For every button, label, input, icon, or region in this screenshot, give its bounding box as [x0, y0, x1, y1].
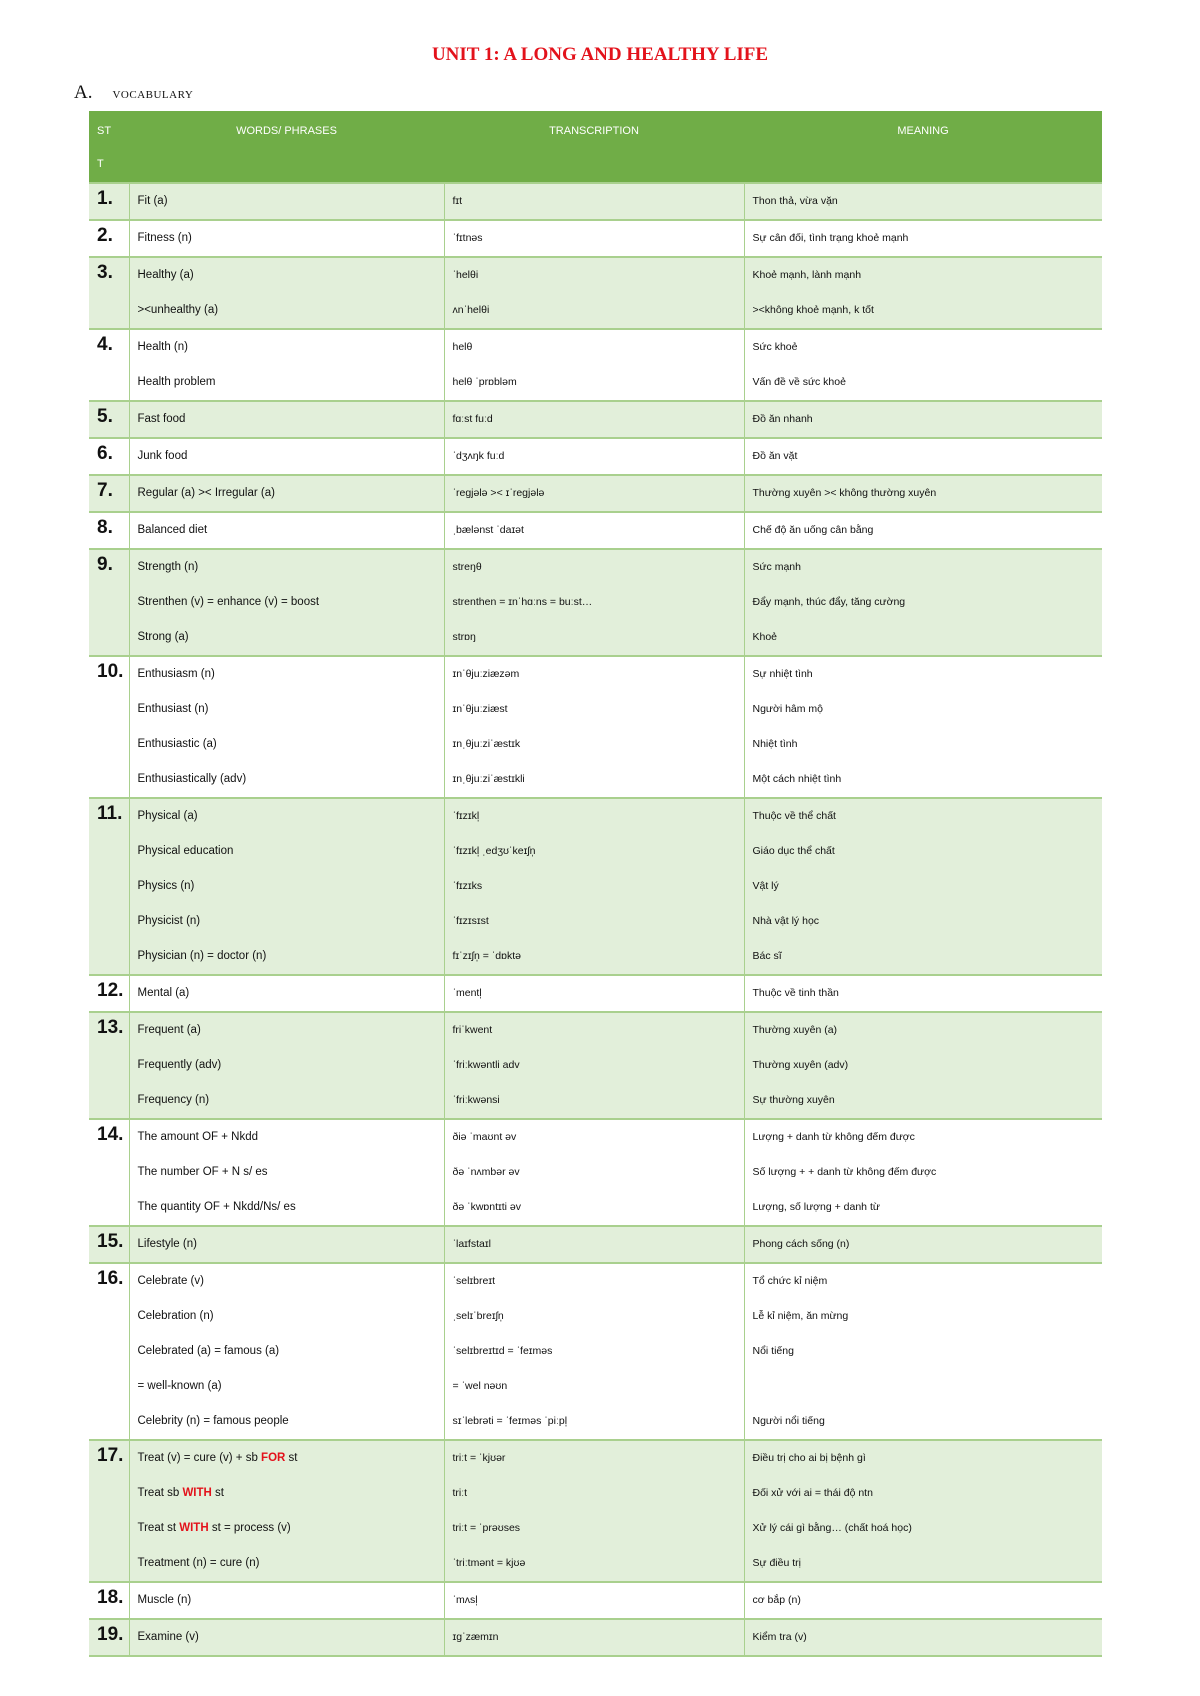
word-phrase: Enthusiastically (adv)	[137, 773, 247, 785]
meaning-text: Kiểm tra (v)	[752, 1631, 807, 1643]
row-number: 5.	[89, 401, 129, 438]
row-number: 3.	[89, 257, 129, 329]
meaning-text: ><không khoẻ mạnh, k tốt	[752, 304, 874, 316]
table-row	[89, 329, 1102, 401]
transcription-cell	[444, 1619, 744, 1656]
row-number: 19.	[89, 1619, 129, 1656]
word-phrase	[130, 1511, 444, 1546]
word-text-segment: st	[211, 1487, 224, 1499]
transcription-text: triːt	[452, 1487, 468, 1499]
word-phrase: The quantity OF + Nkdd/Ns/ es	[137, 1201, 296, 1213]
transcription-cell	[444, 183, 744, 220]
header-transcription: TRANSCRIPTION	[549, 125, 639, 137]
meaning-text: Khoẻ	[752, 631, 778, 643]
meaning-text	[745, 1369, 1103, 1404]
table-row	[89, 220, 1102, 257]
transcription-text: fɑːst fuːd	[452, 413, 493, 425]
row-number: 12.	[89, 975, 129, 1012]
transcription-cell	[444, 975, 744, 1012]
transcription-text: triːt = ˈprəʊses	[452, 1522, 521, 1534]
transcription-cell	[444, 1012, 744, 1119]
meaning-text: Thuộc về tinh thần	[752, 987, 839, 999]
row-number: 7.	[89, 475, 129, 512]
words-cell	[129, 401, 444, 438]
word-phrase: Frequent (a)	[137, 1024, 201, 1036]
word-phrase: Examine (v)	[137, 1631, 199, 1643]
meaning-text: Đối xử với ai = thái độ ntn	[752, 1487, 873, 1499]
transcription-cell	[444, 220, 744, 257]
transcription-text: ˈfɪzɪks	[452, 880, 483, 892]
words-cell	[129, 220, 444, 257]
transcription-text: ˌselɪˈbreɪʃn̩	[452, 1310, 504, 1322]
word-phrase: Strenthen (v) = enhance (v) = boost	[137, 596, 320, 608]
meaning-text: Thon thả, vừa vặn	[752, 195, 838, 207]
header-stt	[89, 111, 129, 183]
table-row	[89, 512, 1102, 549]
transcription-text: ɪnˈθjuːziæst	[452, 703, 508, 715]
table-row	[89, 438, 1102, 475]
words-cell	[129, 549, 444, 656]
meaning-text: Sự điều trị	[752, 1557, 801, 1569]
page-title: UNIT 1: A LONG AND HEALTHY LIFE	[431, 44, 769, 65]
row-number: 16.	[89, 1263, 129, 1440]
meaning-cell	[744, 512, 1102, 549]
transcription-text: strenthen = ɪnˈhɑːns = buːst…	[452, 596, 593, 608]
meaning-cell	[744, 438, 1102, 475]
word-phrase: Healthy (a)	[137, 269, 194, 281]
transcription-text: ˈlaɪfstaɪl	[452, 1238, 491, 1250]
highlight-preposition: WITH	[182, 1487, 212, 1499]
words-cell	[129, 475, 444, 512]
row-number: 14.	[89, 1119, 129, 1226]
transcription-cell	[444, 1263, 744, 1440]
header-meaning: MEANING	[897, 125, 949, 137]
meaning-cell	[744, 1582, 1102, 1619]
meaning-cell	[744, 798, 1102, 975]
meaning-text: Nổi tiếng	[752, 1345, 794, 1357]
word-phrase: The amount OF + Nkdd	[137, 1131, 258, 1143]
meaning-text: Khoẻ mạnh, lành mạnh	[752, 269, 862, 281]
table-row	[89, 1440, 1102, 1582]
meaning-text: Thường xuyên (a)	[752, 1024, 838, 1036]
transcription-cell	[444, 549, 744, 656]
transcription-text: friˈkwent	[452, 1024, 493, 1036]
section-heading	[74, 82, 193, 104]
transcription-cell	[444, 401, 744, 438]
row-number: 13.	[89, 1012, 129, 1119]
transcription-text: ˈdʒʌŋk fuːd	[452, 450, 505, 462]
meaning-text: Nhiệt tình	[752, 738, 798, 750]
transcription-text: ˈtriːtmənt = kjʊə	[452, 1557, 526, 1569]
transcription-cell	[444, 1226, 744, 1263]
meaning-text: Đẩy mạnh, thúc đẩy, tăng cường	[752, 596, 906, 608]
word-text-segment: st	[285, 1452, 298, 1464]
transcription-text: ˈmentl̩	[452, 987, 482, 999]
transcription-text: sɪˈlebrəti = ˈfeɪməs ˈpiːpl̩	[452, 1415, 568, 1427]
header-stt-line2: T	[97, 158, 104, 170]
word-phrase: Enthusiastic (a)	[137, 738, 217, 750]
transcription-text: streŋθ	[452, 561, 482, 573]
transcription-text: ˈselɪbreɪtɪd = ˈfeɪməs	[452, 1345, 553, 1357]
meaning-text: Thường xuyên (adv)	[752, 1059, 849, 1071]
transcription-text: helθ ˈprɒbləm	[452, 376, 517, 388]
table-row	[89, 549, 1102, 656]
transcription-text: ˈfriːkwəntli adv	[452, 1059, 520, 1071]
vocabulary-table	[89, 111, 1102, 1657]
transcription-text: ˈselɪbreɪt	[452, 1275, 495, 1287]
transcription-text: fɪt	[452, 195, 463, 207]
section-letter: A.	[74, 82, 93, 103]
highlight-preposition: FOR	[261, 1452, 286, 1464]
word-phrase	[130, 1476, 444, 1511]
transcription-cell	[444, 438, 744, 475]
table-row	[89, 1226, 1102, 1263]
table-row	[89, 475, 1102, 512]
meaning-cell	[744, 1012, 1102, 1119]
words-cell	[129, 798, 444, 975]
header-words: WORDS/ PHRASES	[236, 125, 337, 137]
word-phrase: Fit (a)	[137, 195, 168, 207]
word-phrase: Junk food	[137, 450, 188, 462]
meaning-text: Xử lý cái gì bằng… (chất hoá học)	[752, 1522, 912, 1534]
table-row	[89, 798, 1102, 975]
meaning-cell	[744, 1619, 1102, 1656]
word-phrase: Frequently (adv)	[137, 1059, 222, 1071]
row-number: 10.	[89, 656, 129, 798]
meaning-text: Chế độ ăn uống cân bằng	[752, 524, 874, 536]
transcription-text: ˈregjələ >< ɪˈregjələ	[452, 487, 545, 499]
words-cell	[129, 975, 444, 1012]
transcription-text: ˈfɪzɪkl̩ ˌedʒʊˈkeɪʃn̩	[452, 845, 536, 857]
row-number: 18.	[89, 1582, 129, 1619]
meaning-text: Sức mạnh	[752, 561, 801, 573]
meaning-cell	[744, 1263, 1102, 1440]
words-cell	[129, 257, 444, 329]
transcription-text: ˈfɪtnəs	[452, 232, 483, 244]
transcription-cell	[444, 656, 744, 798]
word-phrase: Regular (a) >< Irregular (a)	[137, 487, 275, 499]
meaning-text: Vật lý	[752, 880, 779, 892]
meaning-cell	[744, 220, 1102, 257]
meaning-cell	[744, 1226, 1102, 1263]
word-phrase: Health (n)	[137, 341, 188, 353]
meaning-text: Lượng + danh từ không đếm được	[752, 1131, 915, 1143]
word-phrase: Physician (n) = doctor (n)	[137, 950, 267, 962]
word-phrase: Physical education	[137, 845, 234, 857]
word-text-segment: Treat (v) = cure (v) + sb	[137, 1452, 262, 1464]
words-cell	[129, 1619, 444, 1656]
word-phrase: Strong (a)	[137, 631, 189, 643]
word-text-segment: Treat st	[137, 1522, 180, 1534]
highlight-preposition: WITH	[179, 1522, 209, 1534]
transcription-text: ˈmʌsl̩	[452, 1594, 478, 1606]
meaning-cell	[744, 656, 1102, 798]
transcription-text: strɒŋ	[452, 631, 476, 643]
meaning-text: Sự cân đối, tình trạng khoẻ mạnh	[752, 232, 909, 244]
words-cell	[129, 1263, 444, 1440]
word-phrase: = well-known (a)	[137, 1380, 222, 1392]
meaning-text: Số lượng + + danh từ không đếm được	[752, 1166, 937, 1178]
words-cell	[129, 329, 444, 401]
row-number: 9.	[89, 549, 129, 656]
row-number: 6.	[89, 438, 129, 475]
row-number: 17.	[89, 1440, 129, 1582]
transcription-cell	[444, 329, 744, 401]
words-cell	[129, 656, 444, 798]
word-text-segment: st = process (v)	[208, 1522, 291, 1534]
transcription-text: ˈfɪzɪkl̩	[452, 810, 480, 822]
transcription-text: ɪnˌθjuːziˈæstɪk	[452, 738, 521, 750]
meaning-text: Một cách nhiệt tình	[752, 773, 842, 785]
table-row	[89, 1582, 1102, 1619]
meaning-text: Lượng, số lượng + danh từ	[752, 1201, 880, 1213]
meaning-text: Đồ ăn vặt	[752, 450, 798, 462]
word-phrase: Fast food	[137, 413, 186, 425]
words-cell	[129, 512, 444, 549]
transcription-text: ðə ˈkwɒntɪti əv	[452, 1201, 522, 1213]
transcription-text: triːt = ˈkjʊər	[452, 1452, 506, 1464]
meaning-cell	[744, 183, 1102, 220]
word-phrase: Lifestyle (n)	[137, 1238, 197, 1250]
meaning-text: Vấn đề về sức khoẻ	[752, 376, 846, 388]
meaning-cell	[744, 401, 1102, 438]
meaning-cell	[744, 329, 1102, 401]
transcription-text: ɪnˈθjuːziæzəm	[452, 668, 520, 680]
transcription-text: ðiə ˈmaʊnt əv	[452, 1131, 517, 1143]
transcription-cell	[444, 1440, 744, 1582]
word-phrase: Strength (n)	[137, 561, 199, 573]
meaning-cell	[744, 1440, 1102, 1582]
table-row	[89, 183, 1102, 220]
row-number: 2.	[89, 220, 129, 257]
word-phrase: Celebrate (v)	[137, 1275, 204, 1287]
transcription-cell	[444, 512, 744, 549]
word-phrase: Celebrity (n) = famous people	[137, 1415, 289, 1427]
meaning-text: Bác sĩ	[752, 950, 782, 962]
meaning-cell	[744, 257, 1102, 329]
words-cell	[129, 1012, 444, 1119]
transcription-cell	[444, 798, 744, 975]
transcription-text: ˌbælənst ˈdaɪət	[452, 524, 524, 536]
meaning-text: Đồ ăn nhanh	[752, 413, 813, 425]
words-cell	[129, 1119, 444, 1226]
row-number: 15.	[89, 1226, 129, 1263]
meaning-text: Thuộc về thể chất	[752, 810, 836, 822]
word-phrase: Treatment (n) = cure (n)	[137, 1557, 260, 1569]
word-phrase: Muscle (n)	[137, 1594, 192, 1606]
word-phrase: Balanced diet	[137, 524, 208, 536]
word-phrase: Fitness (n)	[137, 232, 192, 244]
meaning-text: cơ bắp (n)	[752, 1594, 801, 1606]
word-phrase: ><unhealthy (a)	[137, 304, 219, 316]
word-phrase: Physicist (n)	[137, 915, 201, 927]
meaning-text: Sự thường xuyên	[752, 1094, 835, 1106]
meaning-text: Thường xuyên >< không thường xuyên	[752, 487, 937, 499]
word-phrase	[130, 1441, 444, 1476]
meaning-text: Phong cách sống (n)	[752, 1238, 850, 1250]
meaning-cell	[744, 475, 1102, 512]
meaning-cell	[744, 549, 1102, 656]
transcription-cell	[444, 475, 744, 512]
word-phrase: Frequency (n)	[137, 1094, 210, 1106]
transcription-text: ˈfɪzɪsɪst	[452, 915, 489, 927]
word-phrase: Celebrated (a) = famous (a)	[137, 1345, 280, 1357]
meaning-text: Sức khoẻ	[752, 341, 798, 353]
section-name: VOCABULARY	[112, 89, 194, 101]
word-phrase: Physics (n)	[137, 880, 195, 892]
transcription-cell	[444, 257, 744, 329]
table-row	[89, 1263, 1102, 1440]
row-number: 8.	[89, 512, 129, 549]
transcription-text: ɪgˈzæmɪn	[452, 1631, 499, 1643]
table-row	[89, 1119, 1102, 1226]
word-phrase: Enthusiasm (n)	[137, 668, 215, 680]
transcription-text: ˈfriːkwənsi	[452, 1094, 500, 1106]
word-phrase: Celebration (n)	[137, 1310, 214, 1322]
row-number: 4.	[89, 329, 129, 401]
meaning-cell	[744, 1119, 1102, 1226]
meaning-text: Tổ chức kỉ niệm	[752, 1275, 828, 1287]
transcription-text: ʌnˈhelθi	[452, 304, 490, 316]
table-row	[89, 975, 1102, 1012]
transcription-text: ˈhelθi	[452, 269, 479, 281]
meaning-text: Người hâm mộ	[752, 703, 824, 715]
transcription-text: = ˈwel nəʊn	[452, 1380, 508, 1392]
meaning-cell	[744, 975, 1102, 1012]
words-cell	[129, 1582, 444, 1619]
header-stt-line1: ST	[97, 125, 112, 137]
transcription-text: ðə ˈnʌmbər əv	[452, 1166, 520, 1178]
meaning-text: Sự nhiệt tình	[752, 668, 813, 680]
word-phrase: Physical (a)	[137, 810, 198, 822]
table-body	[89, 183, 1102, 1656]
table-row	[89, 401, 1102, 438]
table-header-row	[89, 111, 1102, 183]
words-cell	[129, 438, 444, 475]
transcription-text: helθ	[452, 341, 473, 353]
table-row	[89, 257, 1102, 329]
word-phrase: Health problem	[137, 376, 216, 388]
word-phrase: Mental (a)	[137, 987, 190, 999]
transcription-text: fɪˈzɪʃn̩ = ˈdɒktə	[452, 950, 521, 962]
meaning-text: Nhà vật lý học	[752, 915, 820, 927]
transcription-cell	[444, 1582, 744, 1619]
words-cell	[129, 183, 444, 220]
transcription-text: ɪnˌθjuːziˈæstɪkli	[452, 773, 525, 785]
word-text-segment: Treat sb	[137, 1487, 183, 1499]
words-cell	[129, 1440, 444, 1582]
word-phrase: The number OF + N s/ es	[137, 1166, 268, 1178]
meaning-text: Điều trị cho ai bị bệnh gì	[752, 1452, 866, 1464]
row-number: 11.	[89, 798, 129, 975]
meaning-text: Người nổi tiếng	[752, 1415, 825, 1427]
meaning-text: Giáo dục thể chất	[752, 845, 835, 857]
table-row	[89, 656, 1102, 798]
table-row	[89, 1619, 1102, 1656]
word-phrase: Enthusiast (n)	[137, 703, 209, 715]
meaning-text: Lễ kỉ niệm, ăn mừng	[752, 1310, 849, 1322]
transcription-cell	[444, 1119, 744, 1226]
words-cell	[129, 1226, 444, 1263]
table-row	[89, 1012, 1102, 1119]
row-number: 1.	[89, 183, 129, 220]
